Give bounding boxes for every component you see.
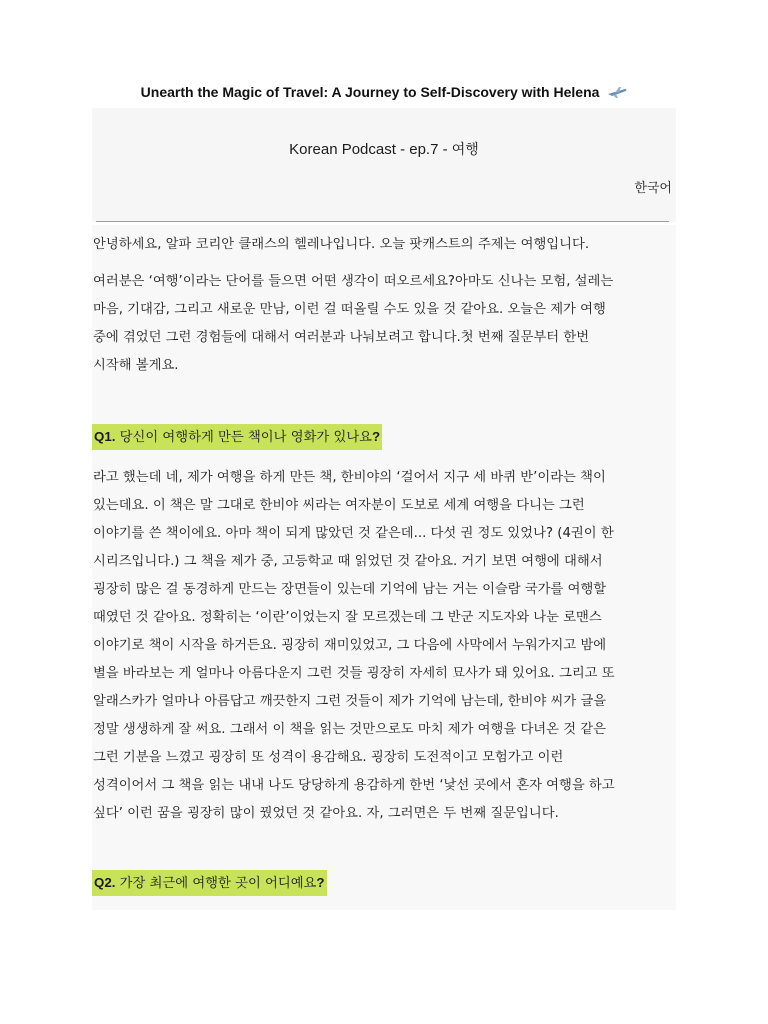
answer-line: 싶다’ 이런 꿈을 굉장히 많이 꿨었던 것 같아요. 자, 그러면은 두 번째 질문입니다.	[93, 806, 559, 821]
title-text: Unearth the Magic of Travel: A Journey to Self-Discovery with Helena	[140, 84, 600, 100]
answer-line: 굉장히 많은 걸 동경하게 만드는 장면들이 있는데 기억에 남는 거는 이슬람 국가를 여행할	[93, 582, 607, 597]
paragraph-line: 시작해 볼게요.	[93, 358, 179, 373]
answer-line: 시리즈입니다.) 그 책을 제가 중, 고등학교 때 읽었던 것 같아요. 거기 보면 여행에 대해서	[93, 554, 603, 569]
question-number: Q1.	[94, 429, 116, 444]
answer-line: 있는데요. 이 책은 말 그대로 한비야 씨라는 여자분이 도보로 세계 여행을 다니는 그런	[93, 498, 585, 513]
paragraph-line: 마음, 기대감, 그리고 새로운 만남, 이런 걸 떠올릴 수도 있을 것 같아요. 오늘은 제가 여행	[93, 302, 606, 317]
document-title	[0, 84, 768, 100]
subtitle-english: Korean Podcast - ep.7 -	[289, 141, 452, 158]
question-number: Q2.	[94, 875, 116, 890]
answer-line: 정말 생생하게 잘 써요. 그래서 이 책을 읽는 것만으로도 마치 제가 여행을 다녀온 것 같은	[93, 722, 606, 737]
question-text: 당신이 여행하게 만든 책이나 영화가 있나요	[115, 430, 373, 445]
answer-line: 그런 기분을 느꼈고 굉장히 또 성격이 용감해요. 굉장히 도전적이고 모험가고 이런	[93, 750, 564, 765]
question-text: 가장 최근에 여행한 곳이 어디예요	[115, 876, 317, 891]
header-panel	[92, 108, 676, 222]
paragraph-line: 여러분은 ‘여행’이라는 단어를 들으면 어떤 생각이 떠오르세요?아마도 신나는 모험, 설레는	[93, 274, 614, 289]
episode-subtitle	[92, 139, 676, 159]
question-heading-2	[92, 870, 327, 896]
answer-line: 이야기로 책이 시작을 하거든요. 굉장히 재미있었고, 그 다음에 사막에서 누워가지고 밤에	[93, 638, 607, 653]
airplane-icon	[607, 85, 627, 99]
answer-line: 성격이어서 그 책을 읽는 내내 나도 당당하게 용감하게 한번 ‘낯선 곳에서 혼자 여행을 하고	[93, 778, 615, 793]
intro-line: 안녕하세요, 알파 코리안 클래스의 헬레나입니다. 오늘 팟캐스트의 주제는 여행입니다.	[93, 237, 590, 252]
answer-line: 라고 했는데 네, 제가 여행을 하게 만든 책, 한비야의 ‘걸어서 지구 세 바퀴 반’이라는 책이	[93, 470, 606, 485]
answer-line: 별을 바라보는 게 얼마나 아름다운지 그런 것들 굉장히 자세히 묘사가 돼 있어요. 그리고 또	[93, 666, 615, 681]
answer-line: 알래스카가 얼마나 아름답고 깨끗한지 그런 것들이 제가 기억에 남는데, 한비야 씨가 글을	[93, 694, 607, 709]
paragraph-line: 중에 겪었던 그런 경험들에 대해서 여러분과 나눠보려고 합니다.첫 번째 질문부터 한번	[93, 330, 590, 345]
question-mark: ?	[316, 875, 325, 890]
answer-line: 때였던 것 같아요. 정확히는 ‘이란’이었는지 잘 모르겠는데 그 반군 지도자와 나눈 로맨스	[93, 610, 602, 625]
language-label: 한국어	[634, 181, 672, 196]
horizontal-divider	[96, 221, 669, 222]
answer-line: 이야기를 쓴 책이에요. 아마 책이 되게 많았던 것 같은데... 다섯 권 정도 있었나? (4권이 한	[93, 526, 614, 541]
subtitle-korean: 여행	[451, 142, 479, 158]
question-mark: ?	[372, 429, 381, 444]
question-heading-1	[92, 424, 382, 450]
